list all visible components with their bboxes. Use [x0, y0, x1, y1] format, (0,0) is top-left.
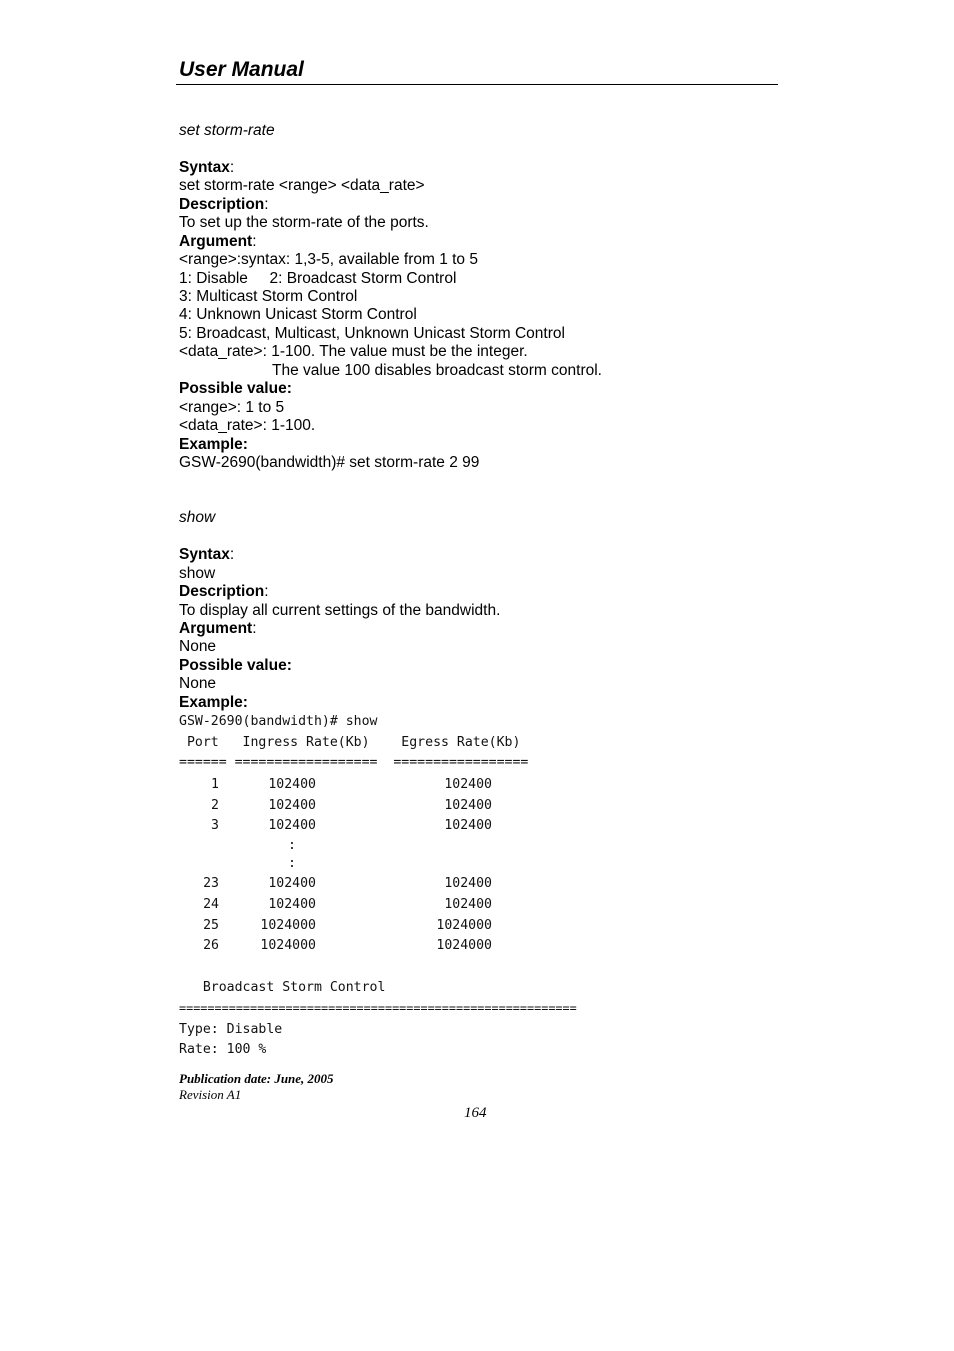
argument-line: <range>:syntax: 1,3-5, available from 1 to 5	[179, 251, 478, 268]
possible-value-label: Possible value:	[179, 380, 292, 397]
argument-line: 4: Unknown Unicast Storm Control	[179, 306, 417, 323]
description-text: To display all current settings of the bandwidth.	[179, 602, 501, 619]
publication-date: Publication date: June, 2005	[179, 1071, 334, 1086]
egress-cell: 102400	[444, 876, 492, 891]
page-number: 164	[464, 1105, 487, 1121]
egress-cell: 102400	[444, 818, 492, 833]
ingress-cell: 1024000	[260, 918, 316, 933]
argument-line: 3: Multicast Storm Control	[179, 288, 358, 305]
egress-cell: 1024000	[436, 918, 492, 933]
port-cell: 23	[203, 876, 219, 891]
argument-heading: Argument:	[179, 620, 257, 637]
argument-line: The value 100 disables broadcast storm control.	[272, 362, 602, 379]
example-label: Example:	[179, 436, 248, 453]
ingress-cell: 102400	[268, 897, 316, 912]
ellipsis-mark: :	[288, 838, 296, 853]
port-cell: 24	[203, 897, 219, 912]
port-cell: 26	[203, 938, 219, 953]
ingress-cell: 102400	[268, 777, 316, 792]
port-cell: 25	[203, 918, 219, 933]
table-rule: ====== ================== =================	[179, 755, 529, 770]
ingress-cell: 102400	[268, 818, 316, 833]
syntax-heading: Syntax:	[179, 159, 235, 176]
port-cell: 1	[211, 777, 219, 792]
possible-value-line: <data_rate>: 1-100.	[179, 417, 316, 434]
syntax-label: Syntax	[179, 159, 230, 176]
argument-heading: Argument:	[179, 233, 257, 250]
syntax-text: set storm-rate <range> <data_rate>	[179, 177, 425, 194]
description-heading: Description:	[179, 196, 269, 213]
example-text: GSW-2690(bandwidth)# set storm-rate 2 99	[179, 454, 480, 471]
page-header-title: User Manual	[179, 58, 304, 81]
storm-rate: Rate: 100 %	[179, 1042, 267, 1057]
possible-value-text: None	[179, 675, 217, 692]
table-header: Port Ingress Rate(Kb) Egress Rate(Kb)	[179, 735, 521, 750]
description-heading: Description:	[179, 583, 269, 600]
port-cell: 2	[211, 798, 219, 813]
argument-label: Argument	[179, 233, 253, 250]
description-label: Description	[179, 196, 265, 213]
ingress-cell: 102400	[268, 876, 316, 891]
description-text: To set up the storm-rate of the ports.	[179, 214, 429, 231]
egress-cell: 1024000	[436, 938, 492, 953]
syntax-text: show	[179, 565, 216, 582]
possible-value-label: Possible value:	[179, 657, 292, 674]
syntax-heading: Syntax:	[179, 546, 235, 563]
possible-value-line: <range>: 1 to 5	[179, 399, 285, 416]
egress-cell: 102400	[444, 897, 492, 912]
revision: Revision A1	[179, 1087, 242, 1102]
egress-cell: 102400	[444, 798, 492, 813]
argument-text: None	[179, 638, 217, 655]
command-title-set-storm-rate: set storm-rate	[179, 122, 275, 139]
example-label: Example:	[179, 694, 248, 711]
storm-type: Type: Disable	[179, 1022, 283, 1037]
ellipsis-mark: :	[288, 856, 296, 871]
storm-control-rule: ========================================================	[179, 1001, 577, 1015]
argument-line: <data_rate>: 1-100. The value must be the integer.	[179, 343, 528, 360]
argument-line: 1: Disable 2: Broadcast Storm Control	[179, 270, 457, 287]
header-divider	[176, 84, 778, 85]
syntax-label: Syntax	[179, 546, 230, 563]
description-label: Description	[179, 583, 265, 600]
console-prompt: GSW-2690(bandwidth)# show	[179, 714, 378, 729]
argument-label: Argument	[179, 620, 253, 637]
command-title-show: show	[179, 509, 216, 526]
port-cell: 3	[211, 818, 219, 833]
storm-control-title: Broadcast Storm Control	[179, 980, 386, 995]
egress-cell: 102400	[444, 777, 492, 792]
argument-line: 5: Broadcast, Multicast, Unknown Unicast Storm Control	[179, 325, 565, 342]
ingress-cell: 102400	[268, 798, 316, 813]
ingress-cell: 1024000	[260, 938, 316, 953]
